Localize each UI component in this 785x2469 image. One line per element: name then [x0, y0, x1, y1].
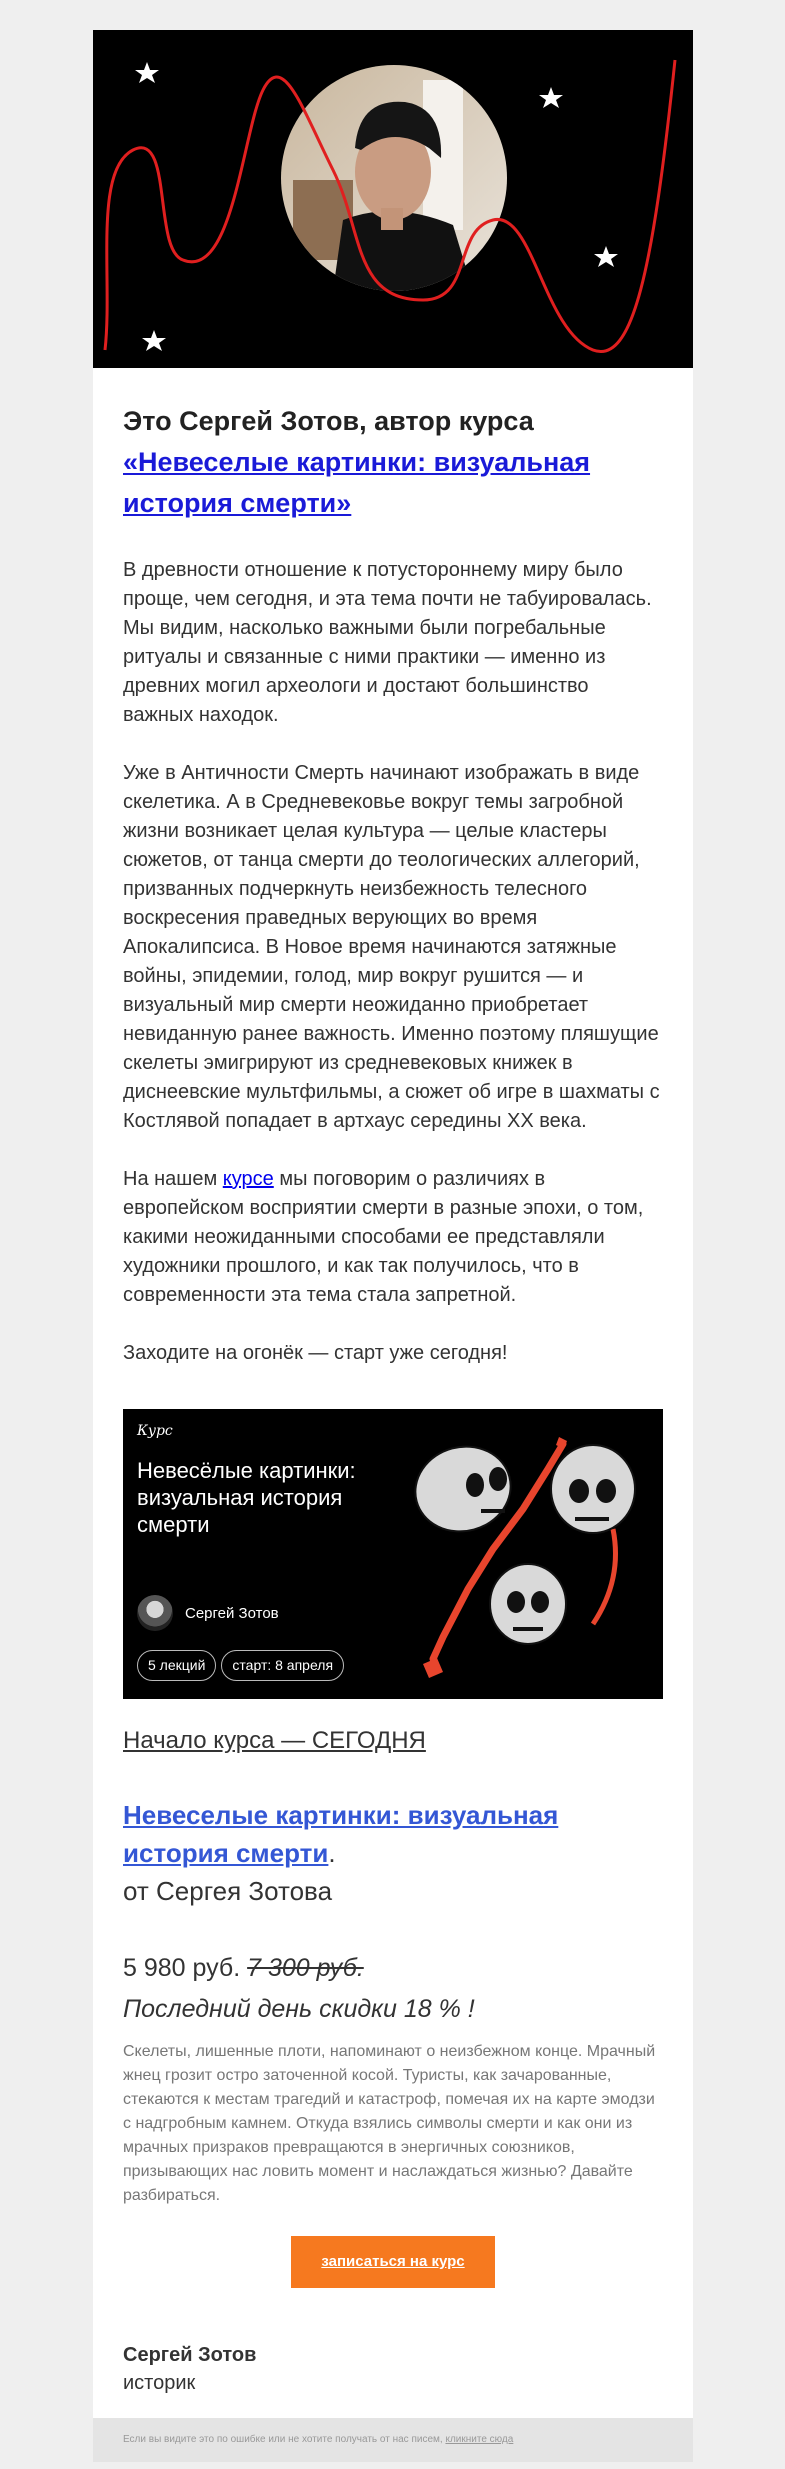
course-name-link[interactable]: Невеселые картинки: визуальная история смерти — [123, 1800, 559, 1868]
paragraph-2: Уже в Античности Смерть начинают изображать в виде скелетика. А в Средневековье вокруг темы загробной жизни возникает целая культура — целые кластеры сюжетов, от танца смерти до теологических аллегорий, призванных подчеркнуть неизбежность телесного воскресения праведных верующих во время Апокалипсиса. В Новое время начинаются затяжные войны, эпидемии, голод, мир вокруг рушится — и визуальный мир смерти неожиданно приобретает невиданную ранее важность. Именно поэтому пляшущие скелеты эмигрируют из средневековых книжек в диснеевские мультфильмы, а сюжет об игре в шахматы с Костлявой попадает в артхаус середины XX века. — [123, 762, 660, 1132]
start-date-pill: старт: 8 апреля — [221, 1650, 344, 1681]
course-dot: . — [328, 1838, 336, 1868]
paragraph-3-start: На нашем — [123, 1168, 223, 1190]
course-description: Скелеты, лишенные плоти, напоминают о неизбежном конце. Мрачный жнец грозит остро заточенной косой. Туристы, как зачарованные, стекаются к местам трагедий и катастроф, помечая их на карте эмодзи с надгробным камнем. Откуда взялись символы смерти и как они из мрачных призраков превращаются в энергичных союзников, призывающих нас ловить момент и наслаждаться жизнью? Давайте разбираться. — [123, 2043, 656, 2204]
signature-role: историк — [123, 2372, 196, 2394]
paragraph-1: В древности отношение к потустороннему миру было проще, чем сегодня, и эта тема почти не табуировалась. Мы видим, насколько важными были погребальные ритуалы и связанные с ними практики — именно из древних могил археологи и достают большинство важных находок. — [123, 559, 652, 726]
hero-illustration — [93, 30, 693, 368]
paragraph-4: Заходите на огонёк — старт уже сегодня! — [123, 1342, 508, 1364]
price — [123, 1954, 663, 1983]
cta-wrapper — [123, 2236, 663, 2288]
lectures-pill: 5 лекций — [137, 1650, 216, 1681]
course-title-link[interactable]: «Невеселые картинки: визуальная история смерти» — [123, 447, 591, 518]
email-card — [93, 30, 693, 2462]
intro-heading — [123, 401, 663, 524]
course-inline-link[interactable]: курсе — [222, 1168, 274, 1190]
course-info — [123, 1796, 663, 1910]
banner-tag: Курс — [137, 1423, 173, 1439]
banner-title: Невесёлые картинки: визуальная история смерти — [137, 1458, 356, 1537]
paragraph-3 — [123, 1165, 663, 1310]
hero-banner — [93, 30, 693, 368]
intro-text: Это Сергей Зотов, автор курса — [123, 406, 534, 436]
course-banner[interactable] — [123, 1409, 663, 1699]
paragraph-3-end: мы поговорим о различиях в европейском восприятии смерти в разные эпохи, о том, какими неожиданными способами ее представляли художники прошлого, и как так получилось, что в современности эта тема стала запретной. — [123, 1168, 644, 1306]
banner-author — [137, 1595, 279, 1631]
portrait-photo — [281, 65, 507, 291]
course-start-label: Начало курса — СЕГОДНЯ — [123, 1727, 426, 1754]
body-text — [123, 556, 663, 1368]
banner-pills — [137, 1650, 344, 1681]
footer — [93, 2418, 693, 2462]
avatar — [137, 1595, 173, 1631]
course-author: от Сергея Зотова — [123, 1876, 333, 1906]
current-price: 5 980 руб. — [123, 1954, 248, 1982]
footer-text: Если вы видите это по ошибке или не хотите получать от нас писем, — [123, 2434, 446, 2445]
banner-author-name: Сергей Зотов — [185, 1604, 279, 1622]
discount-note: Последний день скидки 18 % ! — [123, 1995, 475, 2023]
signature-name: Сергей Зотов — [123, 2344, 257, 2366]
unsubscribe-link[interactable]: кликните сюда — [445, 2434, 514, 2445]
old-price: 7 300 руб. — [247, 1954, 364, 1982]
email-content — [93, 401, 693, 2395]
enroll-button[interactable]: записаться на курс — [291, 2236, 495, 2288]
